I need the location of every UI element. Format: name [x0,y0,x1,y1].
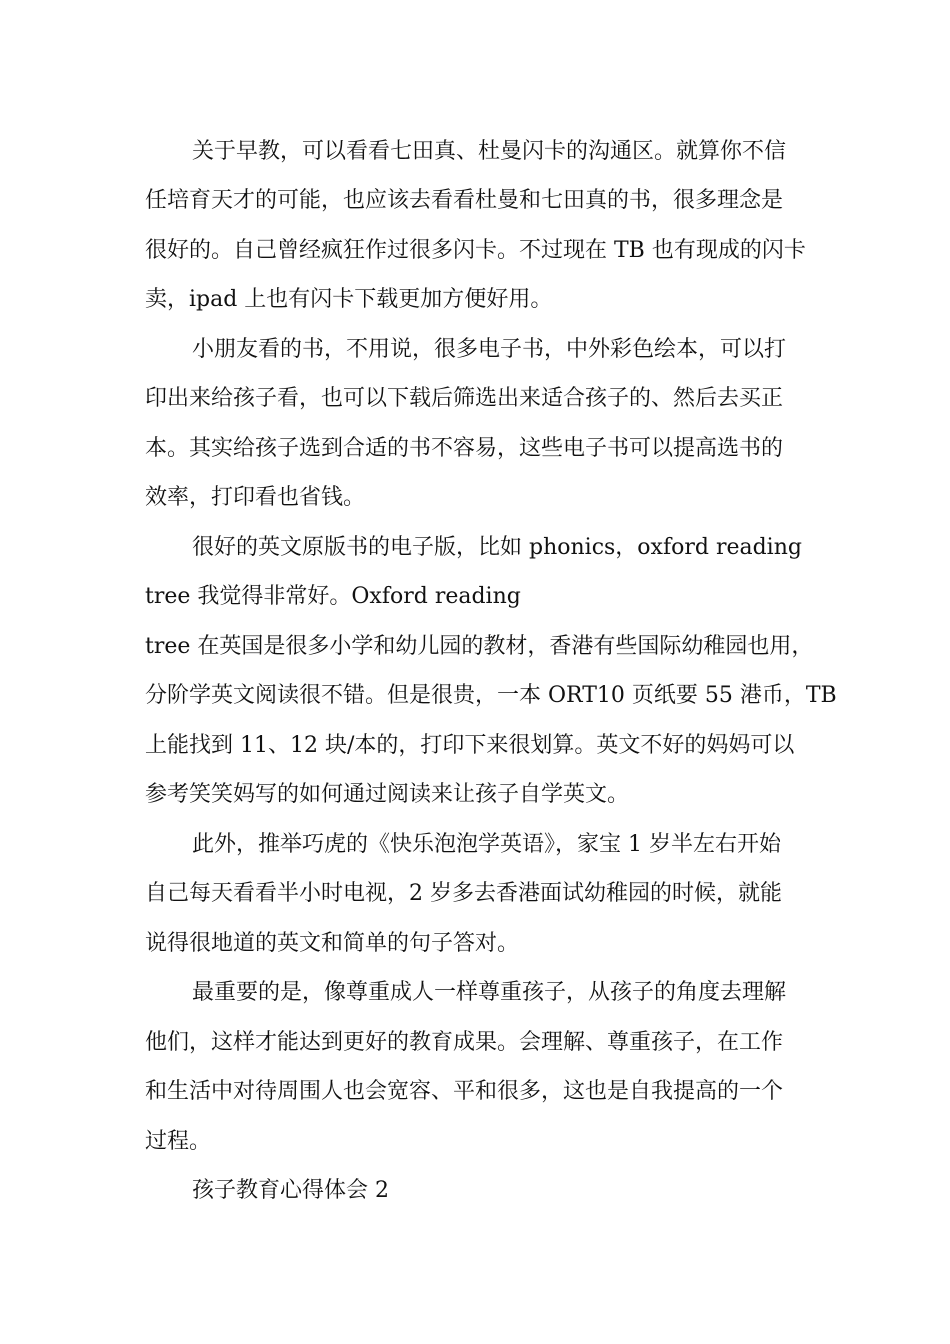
paragraph-3-line-2: tree 我觉得非常好。Oxford reading [145,584,521,609]
paragraph-4-line-2: 自己每天看看半小时电视，2 岁多去香港面试幼稚园的时候，就能 [145,881,782,906]
paragraph-2-line-4: 效率，打印看也省钱。 [145,485,366,510]
paragraph-4-line-3: 说得很地道的英文和简单的句子答对。 [145,931,520,956]
section-heading: 孩子教育心得体会 2 [192,1178,389,1203]
paragraph-1-line-2: 任培育天才的可能，也应该去看看杜曼和七田真的书，很多理念是 [145,188,784,213]
paragraph-3-line-1: 很好的英文原版书的电子版，比如 phonics，oxford reading [192,535,802,560]
paragraph-3-line-5: 上能找到 11、12 块/本的，打印下来很划算。英文不好的妈妈可以 [145,733,795,758]
paragraph-2-line-3: 本。其实给孩子选到合适的书不容易，这些电子书可以提高选书的 [145,436,784,461]
paragraph-5-line-3: 和生活中对待周围人也会宽容、平和很多，这也是自我提高的一个 [145,1079,784,1104]
paragraph-3-line-6: 参考笑笑妈写的如何通过阅读来让孩子自学英文。 [145,782,630,807]
paragraph-1-line-3: 很好的。自己曾经疯狂作过很多闪卡。不过现在 TB 也有现成的闪卡 [145,238,806,263]
paragraph-2-line-1: 小朋友看的书，不用说，很多电子书，中外彩色绘本，可以打 [192,337,787,362]
paragraph-5-line-4: 过程。 [145,1129,212,1154]
paragraph-5-line-1: 最重要的是，像尊重成人一样尊重孩子，从孩子的角度去理解 [192,980,787,1005]
paragraph-3-line-4: 分阶学英文阅读很不错。但是很贵，一本 ORT10 页纸要 55 港币，TB [145,683,837,708]
paragraph-1-line-4: 卖，ipad 上也有闪卡下载更加方便好用。 [145,287,553,312]
paragraph-5-line-2: 他们，这样才能达到更好的教育成果。会理解、尊重孩子，在工作 [145,1030,784,1055]
paragraph-1-line-1: 关于早教，可以看看七田真、杜曼闪卡的沟通区。就算你不信 [192,139,787,164]
paragraph-3-line-3: tree 在英国是很多小学和幼儿园的教材，香港有些国际幼稚园也用， [145,634,814,659]
paragraph-4-line-1: 此外，推举巧虎的《快乐泡泡学英语》，家宝 1 岁半左右开始 [192,832,781,857]
paragraph-2-line-2: 印出来给孩子看，也可以下载后筛选出来适合孩子的、然后去买正 [145,386,784,411]
